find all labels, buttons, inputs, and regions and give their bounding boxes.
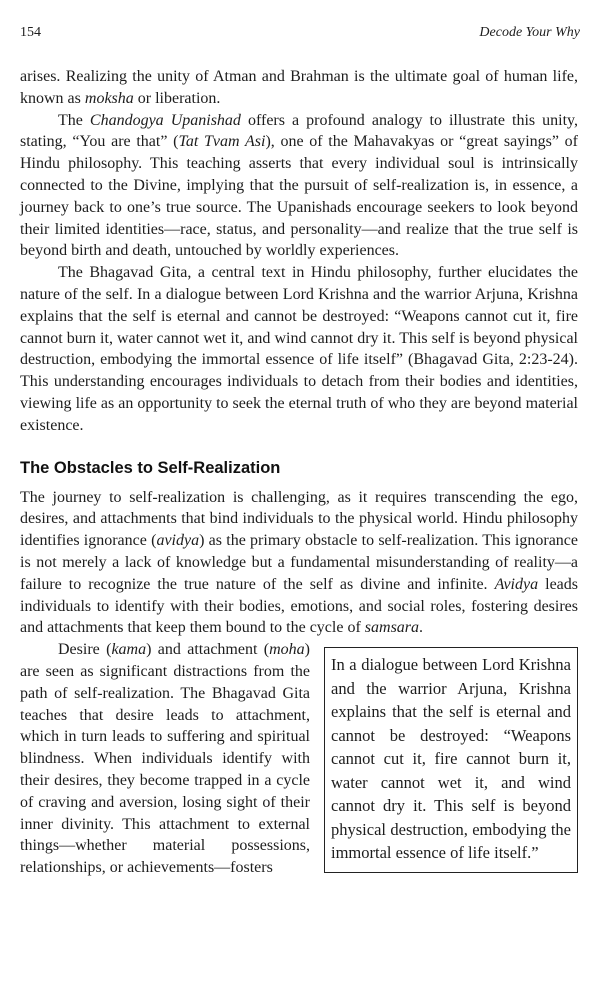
body-text	[20, 66, 578, 879]
paragraph: The Bhagavad Gita, a central text in Hindu philosophy, further elucidates the nature of the self. In a dialogue between Lord Krishna and the warrior Arjuna, Krishna explains that the self is eternal and cannot be destroyed: “Weapons cannot cut it, fire cannot burn it, water cannot wet it, and wind cannot dry it. This self is beyond physical destruction, embodying the immortal essence of life itself” (Bhagavad Gita, 2:23-24). This understanding encourages individuals to detach from their bodies and identities, viewing life as an opportunity to seek the eternal truth of who they are beyond material existence.	[20, 264, 578, 434]
page-number: 154	[20, 25, 41, 40]
pull-quote-box: In a dialogue between Lord Krishna and the warrior Arjuna, Krishna explains that the self is eternal and cannot be destroyed: “Weapons cannot cut it, fire cannot burn it, water cannot wet it, and wind cannot dry it. This self is beyond physical destruction, embodying the immortal essence of life itself.”	[324, 647, 578, 873]
page-header	[20, 25, 580, 45]
running-title: Decode Your Why	[479, 25, 580, 40]
section-heading: The Obstacles to Self-Realization	[20, 458, 281, 477]
paragraph: Desire (kama) and attachment (moha) are seen as significant distractions from the path of self-realization. The Bhagavad Gita teaches that desire leads to attachment, which in turn leads to suffering and spiritual blindness. When individuals identify with their desires, they become trapped in a cycle of craving and aversion, losing sight of their inner divinity. This attachment to external things—whether material possessions, relationships, or achievements—fosters	[20, 641, 310, 877]
paragraph: arises. Realizing the unity of Atman and Brahman is the ultimate goal of human life, known as moksha or liberation.	[20, 68, 578, 107]
paragraph: The Chandogya Upanishad offers a profound analogy to illustrate this unity, stating, “You are that” (Tat Tvam Asi), one of the Mahavakyas or “great sayings” of Hindu philosophy. This teaching asserts that every individual soul is intrinsically connected to the Divine, implying that the pursuit of self-realization is, in essence, a journey back to one’s true source. The Upanishads encourage seekers to look beyond their limited identities—race, status, and personality—and realize that the true self is beyond birth and death, untouched by worldly experiences.	[20, 111, 579, 260]
paragraph: The journey to self-realization is challenging, as it requires transcending the ego, desires, and attachments that bind individuals to the physical world. Hindu philosophy identifies ignorance (avidya) as the primary obstacle to self-realization. This ignorance is not merely a lack of knowledge but a fundamental misunderstanding of reality—a failure to recognize the true nature of the self as divine and infinite. Avidya leads individuals to identify with their bodies, emotions, and social roles, fostering desires and attachments that keep them bound to the cycle of samsara.	[20, 488, 578, 637]
